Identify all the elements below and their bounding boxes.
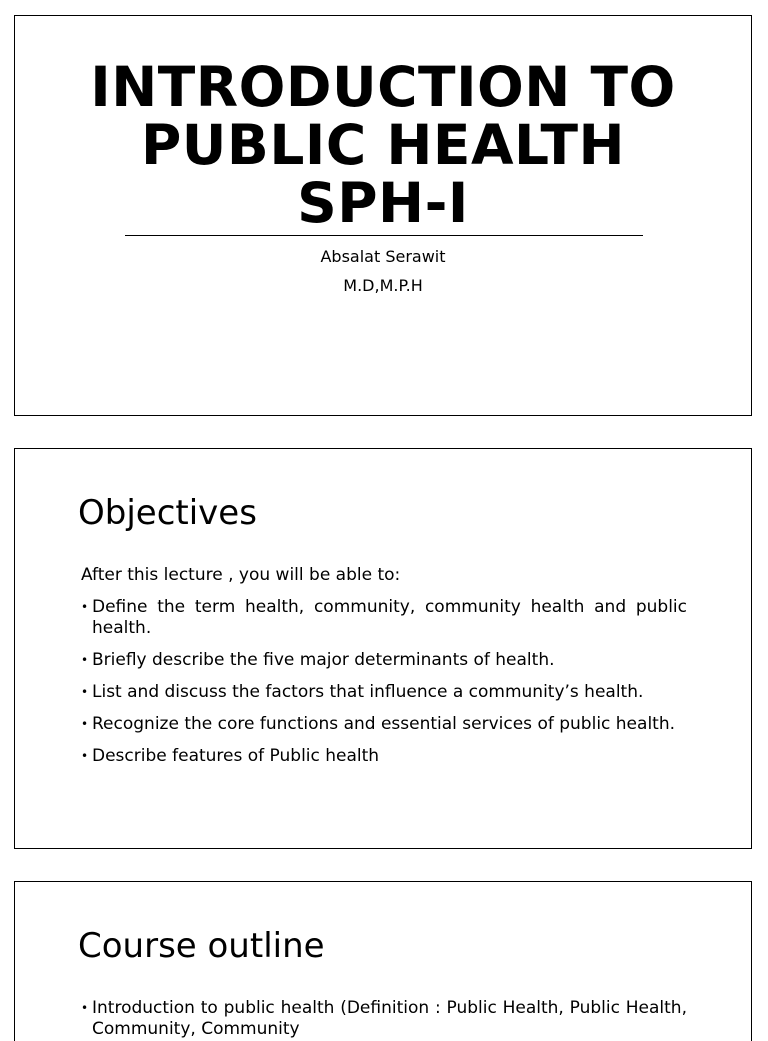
slide-title bbox=[15, 55, 751, 235]
list-item: • List and discuss the factors that influence a community’s health. bbox=[81, 682, 687, 703]
list-item: • Describe features of Public health bbox=[81, 746, 687, 767]
author-credentials: M.D,M.P.H bbox=[343, 276, 423, 295]
objectives-slide bbox=[14, 448, 752, 849]
title-line-1: INTRODUCTION TO bbox=[90, 55, 676, 119]
list-item: • Briefly describe the five major determinants of health. bbox=[81, 650, 687, 671]
slide-heading: Course outline bbox=[78, 926, 325, 966]
title-divider bbox=[125, 235, 643, 236]
list-item: • Recognize the core functions and essential services of public health. bbox=[81, 714, 687, 735]
list-item: • Introduction to public health (Definition : Public Health, Public Health, Community, Community bbox=[81, 998, 687, 1040]
list-item: • Define the term health, community, community health and public health. bbox=[81, 597, 687, 639]
course-outline-slide bbox=[14, 881, 752, 1041]
title-line-3: SPH-I bbox=[297, 171, 469, 235]
author-name: Absalat Serawit bbox=[320, 247, 446, 266]
outline-list bbox=[81, 998, 687, 1041]
title-line-2: PUBLIC HEALTH bbox=[140, 113, 626, 177]
slide-heading: Objectives bbox=[78, 493, 257, 533]
objectives-list bbox=[81, 597, 687, 778]
title-slide bbox=[14, 15, 752, 416]
intro-text: After this lecture , you will be able to: bbox=[81, 565, 401, 585]
